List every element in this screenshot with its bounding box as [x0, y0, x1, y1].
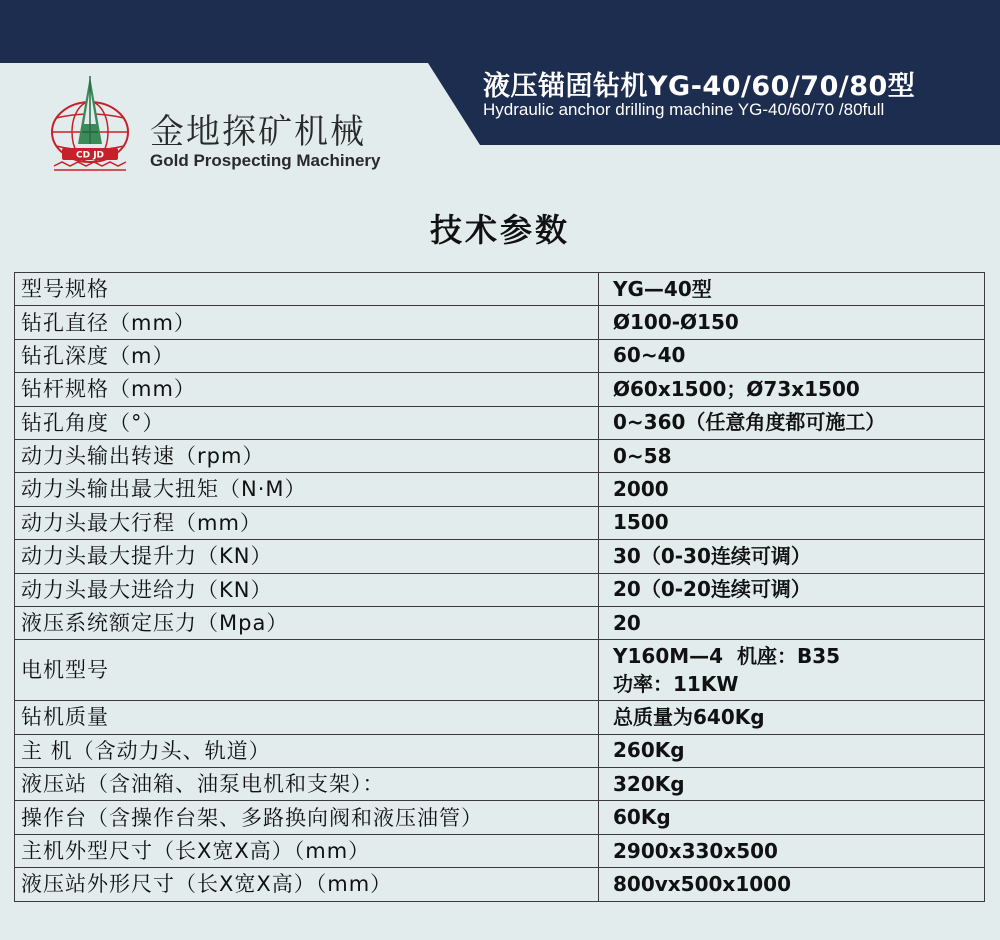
spec-value: YG—40型	[599, 273, 985, 306]
spec-value-line: Y160M—4 机座：B35	[613, 643, 841, 668]
table-row	[15, 473, 985, 506]
product-title-cn: 液压锚固钻机YG-40/60/70/80型	[483, 71, 916, 102]
table-row	[15, 701, 985, 734]
spec-label: 钻孔角度（°）	[15, 406, 599, 439]
table-row	[15, 540, 985, 573]
spec-value: 2000	[599, 473, 985, 506]
spec-value: 30（0-30连续可调）	[599, 540, 985, 573]
section-title: 技术参数	[429, 211, 570, 249]
table-row	[15, 306, 985, 339]
table-row	[15, 768, 985, 801]
spec-label: 主机外型尺寸（长X宽X高）（mm）	[15, 834, 599, 867]
spec-value: 0~58	[599, 439, 985, 472]
spec-label: 动力头最大进给力（KN）	[15, 573, 599, 606]
company-logo-icon	[44, 74, 136, 174]
table-row	[15, 439, 985, 472]
spec-label: 钻孔深度（m）	[15, 339, 599, 372]
spec-label: 操作台（含操作台架、多路换向阀和液压油管）	[15, 801, 599, 834]
spec-value: 20（0-20连续可调）	[599, 573, 985, 606]
table-row	[15, 734, 985, 767]
spec-label: 动力头最大行程（mm）	[15, 506, 599, 539]
spec-value: Ø60x1500；Ø73x1500	[599, 373, 985, 406]
table-row	[15, 339, 985, 372]
spec-label: 动力头最大提升力（KN）	[15, 540, 599, 573]
spec-label: 电机型号	[15, 640, 599, 701]
brand-name-cn: 金地探矿机械	[150, 112, 366, 152]
spec-label: 液压站（含油箱、油泵电机和支架）：	[15, 768, 599, 801]
table-row	[15, 801, 985, 834]
logo-badge-text: CD JD	[75, 150, 105, 161]
spec-value	[599, 640, 985, 701]
spec-value: 2900x330x500	[599, 834, 985, 867]
spec-value: 60Kg	[599, 801, 985, 834]
spec-value: 20	[599, 606, 985, 639]
table-row	[15, 834, 985, 867]
table-row	[15, 506, 985, 539]
spec-label: 钻杆规格（mm）	[15, 373, 599, 406]
spec-value: 800vx500x1000	[599, 868, 985, 901]
spec-value-line: 功率：11KW	[613, 671, 739, 696]
table-row	[15, 868, 985, 901]
spec-label: 液压站外形尺寸（长X宽X高）（mm）	[15, 868, 599, 901]
spec-value: 320Kg	[599, 768, 985, 801]
table-row	[15, 640, 985, 701]
spec-value: 总质量为640Kg	[599, 701, 985, 734]
brand-name-en: Gold Prospecting Machinery	[150, 151, 381, 170]
spec-label: 主 机（含动力头、轨道）	[15, 734, 599, 767]
product-title-en: Hydraulic anchor drilling machine YG-40/60/70 /80full	[483, 100, 885, 119]
table-row	[15, 273, 985, 306]
table-row	[15, 373, 985, 406]
header-bar	[0, 0, 1000, 63]
spec-table	[14, 272, 985, 902]
table-row	[15, 606, 985, 639]
spec-value: 1500	[599, 506, 985, 539]
table-row	[15, 406, 985, 439]
spec-label: 钻孔直径（mm）	[15, 306, 599, 339]
spec-value: 0~360（任意角度都可施工）	[599, 406, 985, 439]
spec-label: 钻机质量	[15, 701, 599, 734]
spec-value: Ø100-Ø150	[599, 306, 985, 339]
spec-label: 型号规格	[15, 273, 599, 306]
spec-label: 动力头输出最大扭矩（N·M）	[15, 473, 599, 506]
spec-label: 液压系统额定压力（Mpa）	[15, 606, 599, 639]
spec-label: 动力头输出转速（rpm）	[15, 439, 599, 472]
spec-value: 260Kg	[599, 734, 985, 767]
spec-value: 60~40	[599, 339, 985, 372]
table-row	[15, 573, 985, 606]
